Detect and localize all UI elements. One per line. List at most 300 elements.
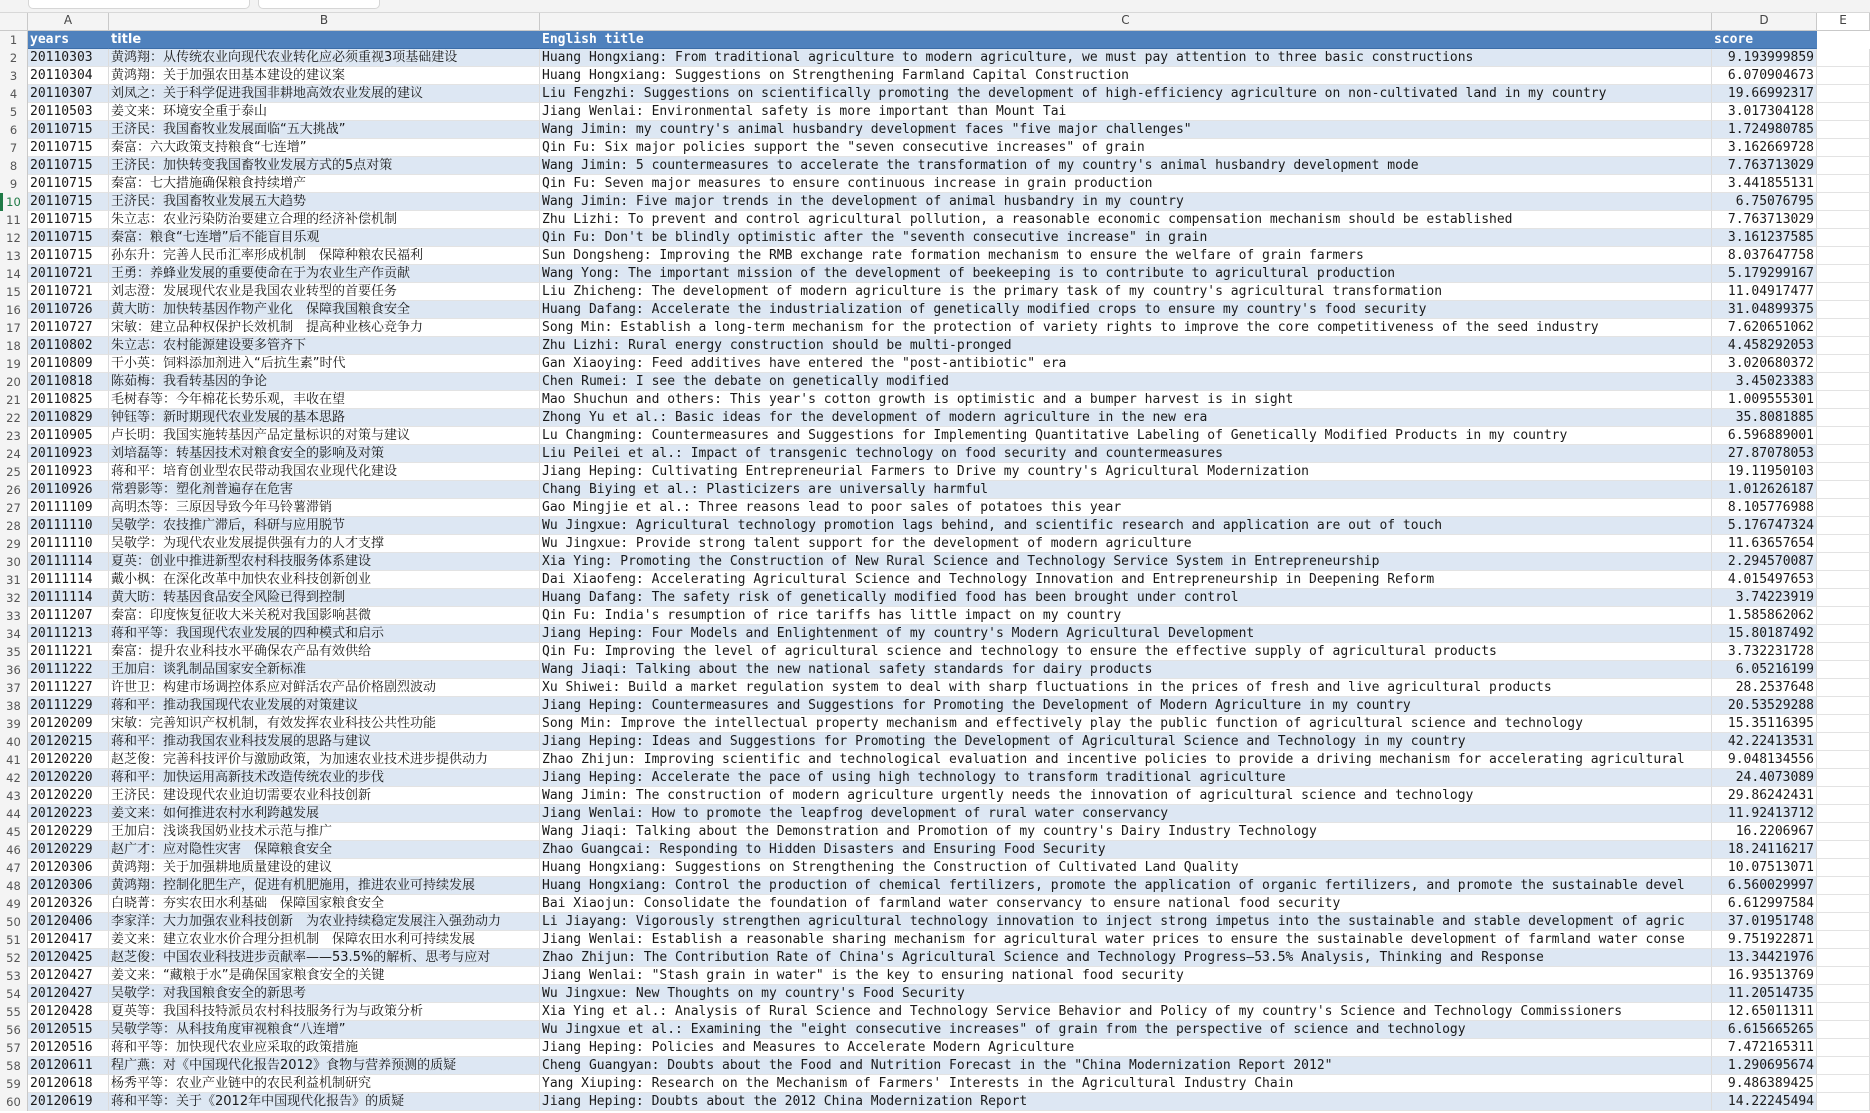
row-number[interactable]: 33 [0,607,28,625]
header-title[interactable]: title [109,31,540,49]
cell-years[interactable]: 20110715 [28,211,109,229]
empty-cell[interactable] [1817,175,1870,193]
row-number[interactable]: 46 [0,841,28,859]
empty-cell[interactable] [1817,337,1870,355]
cell-english-title[interactable]: Song Min: Establish a long-term mechanism for the protection of variety rights to improve the core competitiveness of the seed industry [540,319,1712,337]
row-number[interactable]: 45 [0,823,28,841]
cell-english-title[interactable]: Yang Xiuping: Research on the Mechanism of Farmers' Interests in the Agricultural Industry Chain [540,1075,1712,1093]
cell-score[interactable]: 8.037647758 [1712,247,1817,265]
cell-title[interactable]: 蒋和平等：加快现代农业应采取的政策措施 [109,1039,540,1057]
row-number[interactable]: 12 [0,229,28,247]
cell-title[interactable]: 黄鸿翔：关于加强耕地质量建设的建议 [109,859,540,877]
cell-years[interactable]: 20120220 [28,787,109,805]
empty-cell[interactable] [1817,589,1870,607]
row-number[interactable]: 37 [0,679,28,697]
cell-title[interactable]: 蒋和平：培育创业型农民带动我国农业现代化建设 [109,463,540,481]
row-number[interactable]: 17 [0,319,28,337]
cell-title[interactable]: 姜文来：建立农业水价合理分担机制 保障农田水利可持续发展 [109,931,540,949]
cell-years[interactable]: 20110825 [28,391,109,409]
empty-cell[interactable] [1817,679,1870,697]
cell-english-title[interactable]: Qin Fu: Improving the level of agricultural science and technology to ensure the effective supply of agricultural products [540,643,1712,661]
row-number[interactable]: 55 [0,1003,28,1021]
cell-title[interactable]: 吴敬学等：从科技角度审视粮食“八连增” [109,1021,540,1039]
cell-years[interactable]: 20110905 [28,427,109,445]
cell-english-title[interactable]: Qin Fu: India's resumption of rice tariffs has little impact on my country [540,607,1712,625]
cell-english-title[interactable]: Zhao Guangcai: Responding to Hidden Disasters and Ensuring Food Security [540,841,1712,859]
cell-english-title[interactable]: Qin Fu: Six major policies support the "seven consecutive increases" of grain [540,139,1712,157]
cell-english-title[interactable]: Lu Changming: Countermeasures and Suggestions for Implementing Quantitative Labeling of Genetically Modified Products in my country [540,427,1712,445]
empty-cell[interactable] [1817,751,1870,769]
cell-score[interactable]: 2.294570087 [1712,553,1817,571]
cell-title[interactable]: 蒋和平等：关于《2012年中国现代化报告》的质疑 [109,1093,540,1111]
empty-cell[interactable] [1817,769,1870,787]
empty-cell[interactable] [1817,661,1870,679]
row-number[interactable]: 20 [0,373,28,391]
cell-score[interactable]: 3.732231728 [1712,643,1817,661]
cell-years[interactable]: 20120611 [28,1057,109,1075]
cell-english-title[interactable]: Jiang Wenlai: Environmental safety is more important than Mount Tai [540,103,1712,121]
empty-cell[interactable] [1817,157,1870,175]
cell-english-title[interactable]: Jiang Heping: Accelerate the pace of using high technology to transform traditional agriculture [540,769,1712,787]
cell-years[interactable]: 20110503 [28,103,109,121]
cell-years[interactable]: 20120417 [28,931,109,949]
cell-title[interactable]: 刘培磊等：转基因技术对粮食安全的影响及对策 [109,445,540,463]
cell-english-title[interactable]: Jiang Heping: Policies and Measures to Accelerate Modern Agriculture [540,1039,1712,1057]
column-header-e[interactable]: E [1817,13,1870,31]
cell-title[interactable]: 毛树春等：今年棉花长势乐观，丰收在望 [109,391,540,409]
cell-title[interactable]: 夏英等：我国科技特派员农村科技服务行为与政策分析 [109,1003,540,1021]
row-number[interactable]: 1 [0,31,28,49]
row-number[interactable]: 31 [0,571,28,589]
cell-english-title[interactable]: Jiang Heping: Countermeasures and Suggestions for Promoting the Development of Modern Agriculture in my country [540,697,1712,715]
empty-cell[interactable] [1817,895,1870,913]
empty-cell[interactable] [1817,697,1870,715]
cell-title[interactable]: 王加启：浅谈我国奶业技术示范与推广 [109,823,540,841]
empty-cell[interactable] [1817,805,1870,823]
row-number[interactable]: 53 [0,967,28,985]
cell-score[interactable]: 11.63657654 [1712,535,1817,553]
cell-score[interactable]: 3.441855131 [1712,175,1817,193]
cell-title[interactable]: 黄大昉：转基因食品安全风险已得到控制 [109,589,540,607]
cell-title[interactable]: 孙东升：完善人民币汇率形成机制 保障种粮农民福利 [109,247,540,265]
cell-title[interactable]: 蒋和平：加快运用高新技术改造传统农业的步伐 [109,769,540,787]
empty-cell[interactable] [1817,265,1870,283]
cell-years[interactable]: 20120425 [28,949,109,967]
cell-english-title[interactable]: Huang Dafang: Accelerate the industrialization of genetically modified crops to ensure my country's food security [540,301,1712,319]
column-header-a[interactable]: A [28,13,109,31]
empty-cell[interactable] [1817,391,1870,409]
cell-score[interactable]: 1.009555301 [1712,391,1817,409]
row-number[interactable]: 16 [0,301,28,319]
empty-cell[interactable] [1817,535,1870,553]
cell-english-title[interactable]: Chang Biying et al.: Plasticizers are universally harmful [540,481,1712,499]
cell-years[interactable]: 20110926 [28,481,109,499]
cell-years[interactable]: 20120215 [28,733,109,751]
row-number[interactable]: 15 [0,283,28,301]
cell-score[interactable]: 3.74223919 [1712,589,1817,607]
cell-title[interactable]: 朱立志：农业污染防治要建立合理的经济补偿机制 [109,211,540,229]
cell-english-title[interactable]: Wang Jiaqi: Talking about the new national safety standards for dairy products [540,661,1712,679]
empty-cell[interactable] [1817,967,1870,985]
row-number[interactable]: 32 [0,589,28,607]
cell-english-title[interactable]: Zhao Zhijun: The Contribution Rate of China's Agricultural Science and Technology Progress—53.5% Analysis, Thinking and Response [540,949,1712,967]
cell-years[interactable]: 20120220 [28,751,109,769]
cell-english-title[interactable]: Wang Jimin: Five major trends in the development of animal husbandry in my country [540,193,1712,211]
cell-title[interactable]: 蒋和平等：我国现代农业发展的四种模式和启示 [109,625,540,643]
empty-cell[interactable] [1817,1021,1870,1039]
cell-score[interactable]: 29.86242431 [1712,787,1817,805]
cell-title[interactable]: 秦富：六大政策支持粮食“七连增” [109,139,540,157]
empty-cell[interactable] [1817,85,1870,103]
empty-cell[interactable] [1817,607,1870,625]
cell-title[interactable]: 王勇：养蜂业发展的重要使命在于为农业生产作贡献 [109,265,540,283]
row-number[interactable]: 44 [0,805,28,823]
empty-cell[interactable] [1817,643,1870,661]
cell-title[interactable]: 干小英：饲料添加剂进入“后抗生素”时代 [109,355,540,373]
cell-score[interactable]: 9.751922871 [1712,931,1817,949]
row-number[interactable]: 14 [0,265,28,283]
cell-years[interactable]: 20120618 [28,1075,109,1093]
cell-title[interactable]: 黄鸿翔：从传统农业向现代农业转化应必须重视3项基础建设 [109,49,540,67]
select-all-corner[interactable] [0,13,28,31]
cell-score[interactable]: 27.87078053 [1712,445,1817,463]
row-number[interactable]: 4 [0,85,28,103]
row-number[interactable]: 58 [0,1057,28,1075]
cell-years[interactable]: 20120209 [28,715,109,733]
cell-title[interactable]: 卢长明：我国实施转基因产品定量标识的对策与建议 [109,427,540,445]
row-number[interactable]: 19 [0,355,28,373]
cell-score[interactable]: 1.012626187 [1712,481,1817,499]
cell-title[interactable]: 白晓菁：夯实农田水利基础 保障国家粮食安全 [109,895,540,913]
cell-score[interactable]: 24.4073089 [1712,769,1817,787]
cell-english-title[interactable]: Huang Hongxiang: From traditional agriculture to modern agriculture, we must pay attention to three basic constructions [540,49,1712,67]
cell-years[interactable]: 20111114 [28,589,109,607]
cell-score[interactable]: 19.66992317 [1712,85,1817,103]
cell-years[interactable]: 20110809 [28,355,109,373]
cell-english-title[interactable]: Zhu Lizhi: Rural energy construction should be multi-pronged [540,337,1712,355]
cell-english-title[interactable]: Xia Ying: Promoting the Construction of New Rural Science and Technology Service System in Entrepreneurship [540,553,1712,571]
cell-english-title[interactable]: Qin Fu: Don't be blindly optimistic after the "seventh consecutive increase" in grain [540,229,1712,247]
cell-years[interactable]: 20111110 [28,517,109,535]
row-number[interactable]: 47 [0,859,28,877]
empty-cell[interactable] [1817,517,1870,535]
cell-english-title[interactable]: Bai Xiaojun: Consolidate the foundation of farmland water conservancy to ensure national food security [540,895,1712,913]
row-number[interactable]: 54 [0,985,28,1003]
empty-cell[interactable] [1817,715,1870,733]
empty-cell[interactable] [1817,211,1870,229]
empty-cell[interactable] [1817,841,1870,859]
cell-title[interactable]: 夏英：创业中推进新型农村科技服务体系建设 [109,553,540,571]
empty-cell[interactable] [1817,1075,1870,1093]
cell-english-title[interactable]: Zhu Lizhi: To prevent and control agricultural pollution, a reasonable economic compensation mechanism should be established [540,211,1712,229]
cell-english-title[interactable]: Wang Jiaqi: Talking about the Demonstration and Promotion of my country's Dairy Industry Technology [540,823,1712,841]
cell-score[interactable]: 9.486389425 [1712,1075,1817,1093]
cell-score[interactable]: 19.11950103 [1712,463,1817,481]
empty-cell[interactable] [1817,1057,1870,1075]
cell-years[interactable]: 20110726 [28,301,109,319]
cell-years[interactable]: 20110829 [28,409,109,427]
row-number[interactable]: 29 [0,535,28,553]
cell-years[interactable]: 20110923 [28,445,109,463]
cell-title[interactable]: 许世卫：构建市场调控体系应对鲜活农产品价格剧烈波动 [109,679,540,697]
name-box[interactable] [28,0,250,9]
row-number[interactable]: 40 [0,733,28,751]
cell-score[interactable]: 6.560029997 [1712,877,1817,895]
cell-title[interactable]: 戴小枫：在深化改革中加快农业科技创新创业 [109,571,540,589]
cell-english-title[interactable]: Gan Xiaoying: Feed additives have entered the "post-antibiotic" era [540,355,1712,373]
cell-english-title[interactable]: Huang Hongxiang: Control the production of chemical fertilizers, promote the application of organic fertilizers, and promote the sustainable devel [540,877,1712,895]
cell-score[interactable]: 14.22245494 [1712,1093,1817,1111]
empty-cell[interactable] [1817,877,1870,895]
cell-years[interactable]: 20110715 [28,139,109,157]
cell-title[interactable]: 高明杰等：三原因导致今年马铃薯滞销 [109,499,540,517]
cell-english-title[interactable]: Wang Jimin: 5 countermeasures to accelerate the transformation of my country's animal husbandry development mode [540,157,1712,175]
row-number[interactable]: 56 [0,1021,28,1039]
column-header-c[interactable]: C [540,13,1712,31]
header-score[interactable]: score [1712,31,1817,49]
empty-cell[interactable] [1817,1003,1870,1021]
empty-cell[interactable] [1817,229,1870,247]
cell-english-title[interactable]: Jiang Heping: Cultivating Entrepreneurial Farmers to Drive my country's Agricultural Modernization [540,463,1712,481]
cell-score[interactable]: 8.105776988 [1712,499,1817,517]
cell-title[interactable]: 王济民：我国畜牧业发展五大趋势 [109,193,540,211]
cell-title[interactable]: 刘凤之：关于科学促进我国非耕地高效农业发展的建议 [109,85,540,103]
cell-score[interactable]: 35.8081885 [1712,409,1817,427]
cell-score[interactable]: 5.179299167 [1712,265,1817,283]
formula-box[interactable] [258,0,380,9]
row-number[interactable]: 24 [0,445,28,463]
cell-english-title[interactable]: Jiang Heping: Doubts about the 2012 China Modernization Report [540,1093,1712,1111]
empty-cell[interactable] [1817,139,1870,157]
empty-cell[interactable] [1817,499,1870,517]
cell-score[interactable]: 9.048134556 [1712,751,1817,769]
cell-english-title[interactable]: Wu Jingxue et al.: Examining the "eight consecutive increases" of grain from the perspective of science and technology [540,1021,1712,1039]
empty-cell[interactable] [1817,427,1870,445]
cell-years[interactable]: 20111213 [28,625,109,643]
cell-years[interactable]: 20120406 [28,913,109,931]
row-number[interactable]: 43 [0,787,28,805]
cell-years[interactable]: 20111222 [28,661,109,679]
cell-years[interactable]: 20120619 [28,1093,109,1111]
cell-title[interactable]: 陈茹梅：我看转基因的争论 [109,373,540,391]
cell-years[interactable]: 20120427 [28,967,109,985]
row-number[interactable]: 18 [0,337,28,355]
cell-score[interactable]: 3.020680372 [1712,355,1817,373]
cell-years[interactable]: 20110721 [28,265,109,283]
empty-cell[interactable] [1817,625,1870,643]
cell-score[interactable]: 20.53529288 [1712,697,1817,715]
cell-years[interactable]: 20110715 [28,121,109,139]
cell-title[interactable]: 常碧影等：塑化剂普遍存在危害 [109,481,540,499]
cell-score[interactable]: 16.2206967 [1712,823,1817,841]
cell-english-title[interactable]: Liu Peilei et al.: Impact of transgenic technology on food security and countermeasures [540,445,1712,463]
row-number[interactable]: 21 [0,391,28,409]
empty-cell[interactable] [1817,949,1870,967]
cell-score[interactable]: 3.161237585 [1712,229,1817,247]
cell-title[interactable]: 蒋和平：推动我国现代农业发展的对策建议 [109,697,540,715]
cell-english-title[interactable]: Xu Shiwei: Build a market regulation system to deal with sharp fluctuations in the prices of fresh and live agricultural products [540,679,1712,697]
cell-years[interactable]: 20111114 [28,571,109,589]
cell-title[interactable]: 秦富：七大措施确保粮食持续增产 [109,175,540,193]
cell-years[interactable]: 20110727 [28,319,109,337]
cell-years[interactable]: 20120326 [28,895,109,913]
cell-english-title[interactable]: Mao Shuchun and others: This year's cotton growth is optimistic and a bumper harvest is in sight [540,391,1712,409]
cell-score[interactable]: 15.35116395 [1712,715,1817,733]
cell-title[interactable]: 秦富：提升农业科技水平确保农产品有效供给 [109,643,540,661]
cell-years[interactable]: 20110721 [28,283,109,301]
empty-cell[interactable] [1817,1093,1870,1111]
cell-english-title[interactable]: Sun Dongsheng: Improving the RMB exchange rate formation mechanism to ensure the welfare of grain farmers [540,247,1712,265]
cell-english-title[interactable]: Gao Mingjie et al.: Three reasons lead to poor sales of potatoes this year [540,499,1712,517]
cell-score[interactable]: 42.22413531 [1712,733,1817,751]
row-number[interactable]: 5 [0,103,28,121]
empty-cell[interactable] [1817,463,1870,481]
cell-score[interactable]: 15.80187492 [1712,625,1817,643]
empty-cell[interactable] [1817,31,1870,49]
cell-score[interactable]: 12.65011311 [1712,1003,1817,1021]
empty-cell[interactable] [1817,301,1870,319]
cell-score[interactable]: 6.612997584 [1712,895,1817,913]
empty-cell[interactable] [1817,571,1870,589]
cell-english-title[interactable]: Jiang Heping: Four Models and Enlightenment of my country's Modern Agricultural Development [540,625,1712,643]
empty-cell[interactable] [1817,355,1870,373]
cell-english-title[interactable]: Song Min: Improve the intellectual property mechanism and effectively play the public function of agricultural science and technology [540,715,1712,733]
cell-score[interactable]: 7.763713029 [1712,157,1817,175]
cell-years[interactable]: 20120223 [28,805,109,823]
cell-years[interactable]: 20110802 [28,337,109,355]
cell-title[interactable]: 秦富：粮食“七连增”后不能盲目乐观 [109,229,540,247]
empty-cell[interactable] [1817,373,1870,391]
empty-cell[interactable] [1817,733,1870,751]
cell-english-title[interactable]: Xia Ying et al.: Analysis of Rural Science and Technology Service Behavior and Policy of my country's Science and Technology Commissioners [540,1003,1712,1021]
cell-score[interactable]: 4.015497653 [1712,571,1817,589]
row-number[interactable]: 60 [0,1093,28,1111]
cell-title[interactable]: 王济民：建设现代农业迫切需要农业科技创新 [109,787,540,805]
row-number[interactable]: 8 [0,157,28,175]
cell-title[interactable]: 宋敏：建立品种权保护长效机制 提高种业核心竞争力 [109,319,540,337]
empty-cell[interactable] [1817,445,1870,463]
cell-title[interactable]: 刘志澄：发展现代农业是我国农业转型的首要任务 [109,283,540,301]
empty-cell[interactable] [1817,283,1870,301]
cell-english-title[interactable]: Huang Dafang: The safety risk of genetically modified food has been brought under control [540,589,1712,607]
column-header-b[interactable]: B [109,13,540,31]
row-number[interactable]: 10 [0,193,28,211]
cell-score[interactable]: 7.763713029 [1712,211,1817,229]
empty-cell[interactable] [1817,481,1870,499]
row-number[interactable]: 9 [0,175,28,193]
cell-years[interactable]: 20110303 [28,49,109,67]
row-number[interactable]: 26 [0,481,28,499]
row-number[interactable]: 27 [0,499,28,517]
cell-years[interactable]: 20120427 [28,985,109,1003]
cell-english-title[interactable]: Liu Zhicheng: The development of modern agriculture is the primary task of my country's agricultural transformation [540,283,1712,301]
row-number[interactable]: 36 [0,661,28,679]
empty-cell[interactable] [1817,1039,1870,1057]
cell-english-title[interactable]: Zhong Yu et al.: Basic ideas for the development of modern agriculture in the new era [540,409,1712,427]
cell-score[interactable]: 5.176747324 [1712,517,1817,535]
row-number[interactable]: 6 [0,121,28,139]
cell-english-title[interactable]: Liu Fengzhi: Suggestions on scientifically promoting the development of high-efficiency agriculture on non-cultivated land in my country [540,85,1712,103]
cell-score[interactable]: 11.20514735 [1712,985,1817,1003]
cell-title[interactable]: 吴敬学：为现代农业发展提供强有力的人才支撑 [109,535,540,553]
cell-score[interactable]: 1.585862062 [1712,607,1817,625]
cell-years[interactable]: 20120220 [28,769,109,787]
row-number[interactable]: 35 [0,643,28,661]
empty-cell[interactable] [1817,931,1870,949]
column-header-d[interactable]: D [1712,13,1817,31]
empty-cell[interactable] [1817,985,1870,1003]
row-number[interactable]: 52 [0,949,28,967]
cell-score[interactable]: 3.45023383 [1712,373,1817,391]
row-number[interactable]: 48 [0,877,28,895]
cell-years[interactable]: 20120229 [28,841,109,859]
cell-english-title[interactable]: Wu Jingxue: New Thoughts on my country's Food Security [540,985,1712,1003]
cell-years[interactable]: 20110715 [28,229,109,247]
cell-english-title[interactable]: Zhao Zhijun: Improving scientific and technological evaluation and incentive policies to provide a driving mechanism for accelerating agricultural [540,751,1712,769]
row-number[interactable]: 38 [0,697,28,715]
cell-score[interactable]: 6.596889001 [1712,427,1817,445]
cell-title[interactable]: 姜文来：环境安全重于泰山 [109,103,540,121]
row-number[interactable]: 42 [0,769,28,787]
header-years[interactable]: years [28,31,109,49]
cell-years[interactable]: 20110715 [28,175,109,193]
cell-years[interactable]: 20120516 [28,1039,109,1057]
row-number[interactable]: 13 [0,247,28,265]
cell-years[interactable]: 20120306 [28,877,109,895]
row-number[interactable]: 23 [0,427,28,445]
cell-score[interactable]: 7.620651062 [1712,319,1817,337]
row-number[interactable]: 50 [0,913,28,931]
cell-english-title[interactable]: Wang Jimin: The construction of modern agriculture urgently needs the innovation of agricultural science and technology [540,787,1712,805]
cell-title[interactable]: 黄鸿翔：关于加强农田基本建设的建议案 [109,67,540,85]
row-number[interactable]: 59 [0,1075,28,1093]
cell-title[interactable]: 赵芝俊：完善科技评价与激励政策，为加速农业技术进步提供动力 [109,751,540,769]
row-number[interactable]: 28 [0,517,28,535]
cell-title[interactable]: 蒋和平：推动我国农业科技发展的思路与建议 [109,733,540,751]
empty-cell[interactable] [1817,409,1870,427]
row-number[interactable]: 41 [0,751,28,769]
cell-english-title[interactable]: Huang Hongxiang: Suggestions on Strengthening the Construction of Cultivated Land Quality [540,859,1712,877]
cell-years[interactable]: 20111229 [28,697,109,715]
cell-years[interactable]: 20110304 [28,67,109,85]
cell-score[interactable]: 1.724980785 [1712,121,1817,139]
cell-title[interactable]: 黄大昉：加快转基因作物产业化 保障我国粮食安全 [109,301,540,319]
cell-score[interactable]: 37.01951748 [1712,913,1817,931]
cell-score[interactable]: 3.017304128 [1712,103,1817,121]
cell-english-title[interactable]: Chen Rumei: I see the debate on genetically modified [540,373,1712,391]
empty-cell[interactable] [1817,859,1870,877]
cell-score[interactable]: 3.162669728 [1712,139,1817,157]
row-number[interactable]: 34 [0,625,28,643]
row-number[interactable]: 25 [0,463,28,481]
cell-english-title[interactable]: Li Jiayang: Vigorously strengthen agricultural technology innovation to inject strong impetus into the sustainable and stable development of agric [540,913,1712,931]
cell-title[interactable]: 李家洋：大力加强农业科技创新 为农业持续稳定发展注入强劲动力 [109,913,540,931]
cell-title[interactable]: 吴敬学：农技推广滞后，科研与应用脱节 [109,517,540,535]
cell-years[interactable]: 20110818 [28,373,109,391]
cell-years[interactable]: 20120229 [28,823,109,841]
cell-score[interactable]: 28.2537648 [1712,679,1817,697]
cell-years[interactable]: 20120306 [28,859,109,877]
row-number[interactable]: 30 [0,553,28,571]
row-number[interactable]: 3 [0,67,28,85]
cell-years[interactable]: 20111221 [28,643,109,661]
cell-english-title[interactable]: Huang Hongxiang: Suggestions on Strengthening Farmland Capital Construction [540,67,1712,85]
cell-score[interactable]: 13.34421976 [1712,949,1817,967]
cell-english-title[interactable]: Qin Fu: Seven major measures to ensure continuous increase in grain production [540,175,1712,193]
empty-cell[interactable] [1817,247,1870,265]
cell-title[interactable]: 黄鸿翔：控制化肥生产，促进有机肥施用，推进农业可持续发展 [109,877,540,895]
cell-score[interactable]: 10.07513071 [1712,859,1817,877]
